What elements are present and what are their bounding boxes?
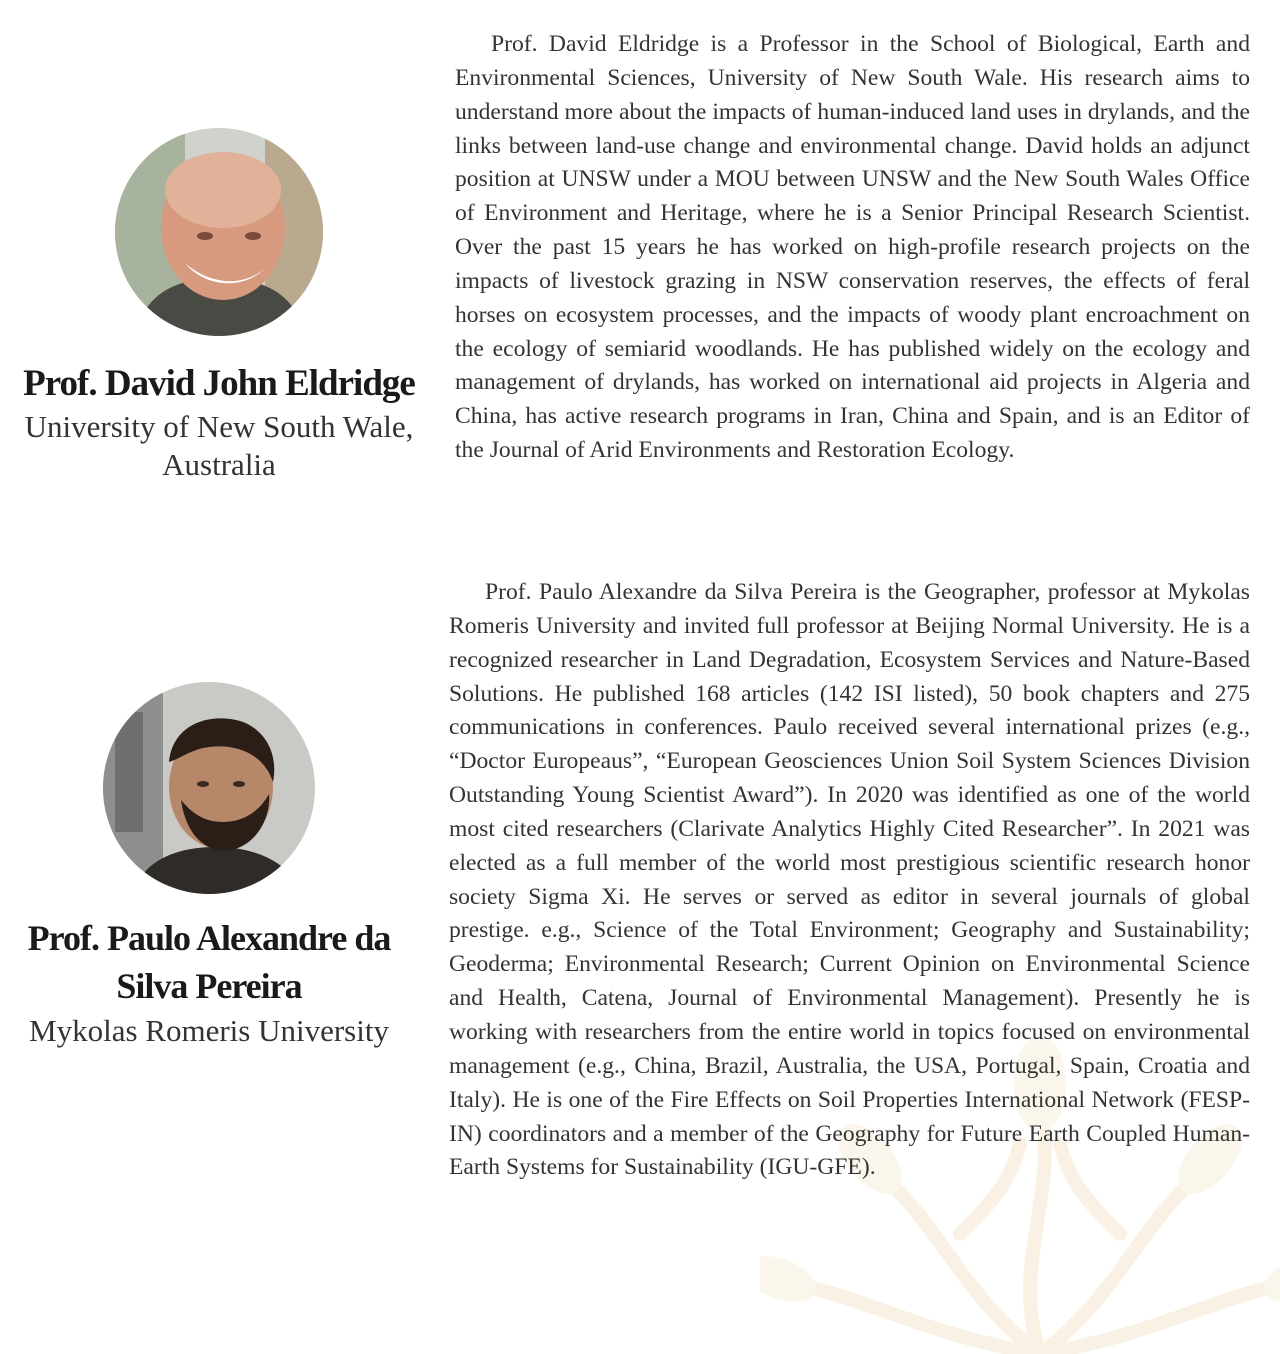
speaker-card-pereira — [0, 550, 1280, 1294]
speaker-profile — [0, 128, 438, 484]
speaker-photo — [103, 682, 315, 894]
speaker-affiliation: University of New South Wale, Australia — [24, 409, 414, 482]
speaker-photo — [115, 128, 323, 336]
speaker-profile — [0, 682, 418, 1050]
portrait-photo-icon — [115, 128, 323, 336]
speaker-name: Prof. Paulo Alexandre da Silva Pereira — [27, 918, 391, 1006]
speaker-name: Prof. David John Eldridge — [23, 363, 415, 404]
portrait-photo-icon — [103, 682, 315, 894]
speaker-card-eldridge — [0, 0, 1280, 545]
speaker-bio: Prof. David Eldridge is a Professor in the School of Biological, Earth and Environmental Sciences, University of New South Wale. His research aims to understand more about the impacts of human-induced land uses in drylands, and the links between land-use change and environmental change. David holds an adjunct position at UNSW under a MOU between UNSW and the New South Wales Office of Environment and Heritage, where he is a Senior Principal Research Scientist. Over the past 15 years he has worked on high-profile research projects on the impacts of livestock grazing in NSW conservation reserves, the effects of feral horses on ecosystem processes, and the impacts of woody plant encroachment on the ecology of semiarid woodlands. He has published widely on the ecology and management of drylands, has worked on international aid projects in Algeria and China, has active research programs in Iran, China and Spain, and is an Editor of the Journal of Arid Environments and Restoration Ecology. — [455, 31, 1250, 464]
speaker-affiliation: Mykolas Romeris University — [29, 1013, 389, 1048]
speaker-bio: Prof. Paulo Alexandre da Silva Pereira is the Geographer, professor at Mykolas Romeris University and invited full professor at Beijing Normal University. He is a recognized researcher in Land Degradation, Ecosystem Services and Nature-Based Solutions. He published 168 articles (142 ISI listed), 50 book chapters and 275 communications in conferences. Paulo received several international prizes (e.g., “Doctor Europeaus”, “European Geosciences Union Soil System Sciences Division Outstanding Young Scientist Award”). In 2020 was identified as one of the world most cited researchers (Clarivate Analytics Highly Cited Researcher”. In 2021 was elected as a full member of the world most prestigious scientific research honor society Sigma Xi. He serves or served as editor in several journals of global prestige. e.g., Science of the Total Environment; Geography and Sustainability; Geoderma; Environmental Research; Current Opinion on Environmental Science and Health, Catena, Journal of Environmental Management). Presently he is working with researchers from the entire world in topics focused on environmental management (e.g., China, Brazil, Australia, the USA, Portugal, Spain, Croatia and Italy). He is one of the Fire Effects on Soil Properties International Network (FESP-IN) coordinators and a member of the Geography for Future Earth Coupled Human-Earth Systems for Sustainability (IGU-GFE). — [449, 579, 1250, 1181]
